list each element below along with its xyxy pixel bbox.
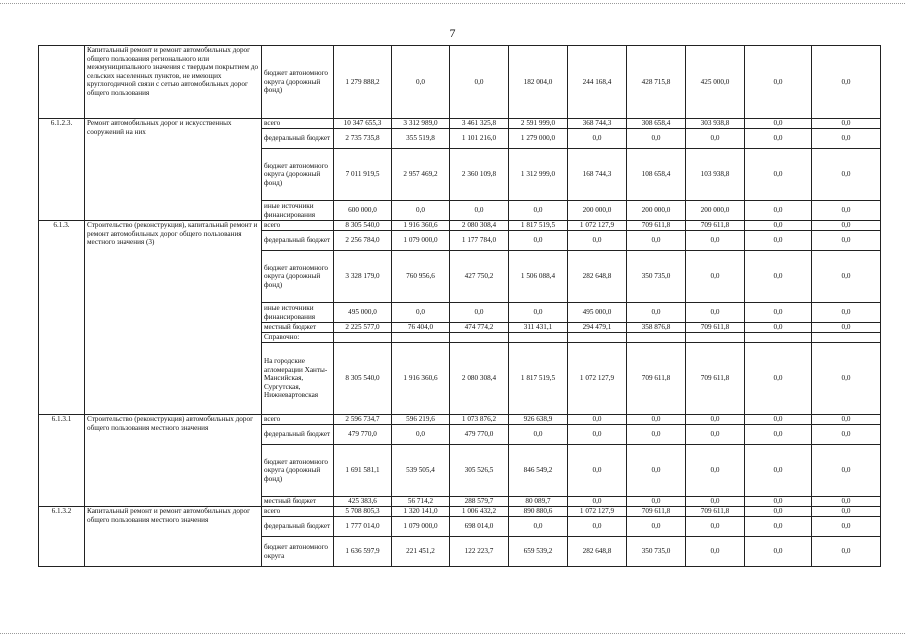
amount-cell: 0,0 [812,46,881,119]
amount-cell: 56 714,2 [392,497,450,507]
amount-cell: 0,0 [450,303,509,323]
amount-cell: 709 611,8 [627,343,686,415]
amount-cell: 0,0 [745,303,812,323]
table-row [39,119,881,129]
funding-source: местный бюджет [262,323,334,333]
amount-cell: 1 006 432,2 [450,507,509,517]
row-code: 6.1.3. [39,221,85,415]
amount-cell: 0,0 [568,497,627,507]
amount-cell: 2 080 308,4 [450,343,509,415]
amount-cell: 0,0 [812,303,881,323]
amount-cell: 926 638,9 [509,415,568,425]
amount-cell [509,333,568,343]
amount-cell: 0,0 [627,415,686,425]
amount-cell: 0,0 [568,445,627,497]
amount-cell: 0,0 [686,251,745,303]
amount-cell: 2 596 734,7 [334,415,392,425]
amount-cell: 0,0 [745,46,812,119]
amount-cell: 1 320 141,0 [392,507,450,517]
amount-cell: 122 223,7 [450,537,509,567]
amount-cell: 0,0 [745,129,812,149]
amount-cell: 709 611,8 [686,343,745,415]
amount-cell: 1 079 000,0 [392,517,450,537]
funding-source: федеральный бюджет [262,231,334,251]
amount-cell: 103 938,8 [686,149,745,201]
amount-cell: 479 770,0 [450,425,509,445]
amount-cell: 0,0 [745,425,812,445]
amount-cell: 0,0 [745,201,812,221]
row-description: Строительство (реконструкция) автомобильных дорог общего пользования местного значения [85,415,262,507]
table-row [39,415,881,425]
amount-cell: 1 691 581,1 [334,445,392,497]
amount-cell: 0,0 [686,517,745,537]
amount-cell: 182 004,0 [509,46,568,119]
amount-cell: 0,0 [686,303,745,323]
amount-cell: 0,0 [686,425,745,445]
amount-cell: 2 957 469,2 [392,149,450,201]
amount-cell: 600 000,0 [334,201,392,221]
amount-cell: 0,0 [568,231,627,251]
amount-cell [334,333,392,343]
amount-cell: 0,0 [745,119,812,129]
row-description: Капитальный ремонт и ремонт автомобильных дорог общего пользования местного значения [85,507,262,567]
amount-cell: 2 360 109,8 [450,149,509,201]
funding-source: федеральный бюджет [262,129,334,149]
amount-cell: 1 279 000,0 [509,129,568,149]
amount-cell: 0,0 [686,537,745,567]
amount-cell: 0,0 [745,323,812,333]
amount-cell [745,333,812,343]
amount-cell: 0,0 [450,46,509,119]
amount-cell: 1 072 127,9 [568,221,627,231]
amount-cell: 428 715,8 [627,46,686,119]
funding-source: иные источники финансирования [262,201,334,221]
amount-cell: 282 648,8 [568,251,627,303]
amount-cell: 425 000,0 [686,46,745,119]
amount-cell: 495 000,0 [568,303,627,323]
amount-cell: 709 611,8 [686,507,745,517]
amount-cell: 1 072 127,9 [568,507,627,517]
row-code: 6.1.2.3. [39,119,85,221]
amount-cell: 200 000,0 [568,201,627,221]
amount-cell: 8 305 540,0 [334,221,392,231]
amount-cell: 1 279 888,2 [334,46,392,119]
amount-cell [627,333,686,343]
amount-cell: 539 505,4 [392,445,450,497]
amount-cell: 355 519,8 [392,129,450,149]
amount-cell [812,333,881,343]
amount-cell: 0,0 [568,517,627,537]
funding-source: бюджет автономного округа (дорожный фонд) [262,445,334,497]
amount-cell: 474 774,2 [450,323,509,333]
amount-cell: 0,0 [812,537,881,567]
amount-cell: 709 611,8 [686,323,745,333]
amount-cell: 0,0 [745,149,812,201]
amount-cell: 350 735,0 [627,537,686,567]
amount-cell: 1 072 127,9 [568,343,627,415]
amount-cell [450,333,509,343]
amount-cell: 2 735 735,8 [334,129,392,149]
amount-cell: 2 591 999,0 [509,119,568,129]
amount-cell: 282 648,8 [568,537,627,567]
amount-cell [686,333,745,343]
amount-cell: 0,0 [745,251,812,303]
amount-cell: 0,0 [509,231,568,251]
amount-cell: 1 916 360,6 [392,221,450,231]
amount-cell: 0,0 [812,221,881,231]
amount-cell: 0,0 [812,201,881,221]
amount-cell: 2 256 784,0 [334,231,392,251]
amount-cell: 0,0 [745,231,812,251]
amount-cell: 0,0 [627,231,686,251]
amount-cell: 0,0 [568,129,627,149]
amount-cell: 350 735,0 [627,251,686,303]
funding-source: всего [262,221,334,231]
amount-cell: 0,0 [745,537,812,567]
amount-cell: 0,0 [627,517,686,537]
amount-cell: 495 000,0 [334,303,392,323]
amount-cell: 108 658,4 [627,149,686,201]
amount-cell: 709 611,8 [627,221,686,231]
amount-cell: 0,0 [509,201,568,221]
amount-cell: 1 312 999,0 [509,149,568,201]
amount-cell [392,333,450,343]
amount-cell: 1 073 876,2 [450,415,509,425]
amount-cell: 368 744,3 [568,119,627,129]
row-code: 6.1.3.1 [39,415,85,507]
amount-cell: 0,0 [686,497,745,507]
amount-cell: 294 479,1 [568,323,627,333]
row-description: Ремонт автомобильных дорог и искусственных сооружений на них [85,119,262,221]
funding-source: всего [262,415,334,425]
amount-cell: 1 079 000,0 [392,231,450,251]
amount-cell: 0,0 [509,517,568,537]
amount-cell: 311 431,1 [509,323,568,333]
table-row [39,46,881,119]
table-row [39,221,881,231]
amount-cell: 0,0 [686,415,745,425]
amount-cell: 890 880,6 [509,507,568,517]
amount-cell: 0,0 [745,445,812,497]
amount-cell: 0,0 [392,303,450,323]
amount-cell: 0,0 [812,323,881,333]
amount-cell: 0,0 [812,517,881,537]
page-number: 7 [449,26,456,40]
funding-source: иные источники финансирования [262,303,334,323]
amount-cell: 0,0 [509,425,568,445]
row-description: Капитальный ремонт и ремонт автомобильных дорог общего пользования регионального или межмуниципального значения с твердым покрытием до сельских населенных пунктов, не имеющих круглогодичной связи с сетью автомобильных дорог общего пользования [85,46,262,119]
funding-source: бюджет автономного округа (дорожный фонд) [262,251,334,303]
amount-cell: 0,0 [745,415,812,425]
amount-cell: 0,0 [745,507,812,517]
amount-cell: 0,0 [392,425,450,445]
funding-source: бюджет автономного округа [262,537,334,567]
amount-cell: 0,0 [812,129,881,149]
amount-cell: 0,0 [812,149,881,201]
table-row [39,507,881,517]
amount-cell: 760 956,6 [392,251,450,303]
amount-cell: 200 000,0 [686,201,745,221]
funding-source: На городские агломерации Ханты-Мансийская, Сургутская, Нижневартовская [262,343,334,415]
amount-cell: 10 347 655,3 [334,119,392,129]
amount-cell: 1 177 784,0 [450,231,509,251]
amount-cell: 0,0 [745,221,812,231]
funding-source: федеральный бюджет [262,517,334,537]
row-description: Строительство (реконструкция), капитальный ремонт и ремонт автомобильных дорог общего пользования местного значения (3) [85,221,262,415]
amount-cell: 358 876,8 [627,323,686,333]
scan-top-edge [0,3,905,4]
amount-cell: 0,0 [745,497,812,507]
amount-cell: 0,0 [627,129,686,149]
amount-cell: 659 539,2 [509,537,568,567]
amount-cell: 288 579,7 [450,497,509,507]
amount-cell: 0,0 [812,507,881,517]
amount-cell: 0,0 [812,425,881,445]
amount-cell: 0,0 [509,303,568,323]
amount-cell: 305 526,5 [450,445,509,497]
amount-cell [568,333,627,343]
amount-cell: 0,0 [392,46,450,119]
amount-cell: 596 219,6 [392,415,450,425]
funding-source: бюджет автономного округа (дорожный фонд) [262,46,334,119]
amount-cell: 479 770,0 [334,425,392,445]
amount-cell: 1 817 519,5 [509,221,568,231]
amount-cell: 0,0 [812,343,881,415]
amount-cell: 244 168,4 [568,46,627,119]
amount-cell: 0,0 [812,251,881,303]
amount-cell: 3 461 325,8 [450,119,509,129]
amount-cell: 0,0 [812,231,881,251]
amount-cell: 0,0 [568,415,627,425]
amount-cell: 200 000,0 [627,201,686,221]
amount-cell: 1 817 519,5 [509,343,568,415]
funding-source: федеральный бюджет [262,425,334,445]
amount-cell: 8 305 540,0 [334,343,392,415]
amount-cell: 308 658,4 [627,119,686,129]
budget-table [38,45,881,567]
amount-cell: 80 089,7 [509,497,568,507]
amount-cell: 698 014,0 [450,517,509,537]
amount-cell: 425 383,6 [334,497,392,507]
row-code: 6.1.3.2 [39,507,85,567]
amount-cell: 0,0 [392,201,450,221]
amount-cell: 0,0 [686,129,745,149]
amount-cell: 5 708 805,3 [334,507,392,517]
funding-source: всего [262,119,334,129]
amount-cell: 427 750,2 [450,251,509,303]
amount-cell: 76 404,0 [392,323,450,333]
funding-source: бюджет автономного округа (дорожный фонд) [262,149,334,201]
amount-cell: 2 080 308,4 [450,221,509,231]
amount-cell: 846 549,2 [509,445,568,497]
amount-cell: 1 777 014,0 [334,517,392,537]
amount-cell: 3 312 989,0 [392,119,450,129]
amount-cell: 0,0 [627,497,686,507]
funding-source: местный бюджет [262,497,334,507]
scan-bottom-edge [0,633,905,634]
amount-cell: 2 225 577,0 [334,323,392,333]
amount-cell: 1 636 597,9 [334,537,392,567]
amount-cell: 0,0 [745,517,812,537]
amount-cell: 221 451,2 [392,537,450,567]
row-code [39,46,85,119]
amount-cell: 303 938,8 [686,119,745,129]
amount-cell: 0,0 [568,425,627,445]
amount-cell: 0,0 [812,119,881,129]
amount-cell: 709 611,8 [627,507,686,517]
amount-cell: 0,0 [627,425,686,445]
amount-cell: 1 101 216,0 [450,129,509,149]
amount-cell: 0,0 [686,231,745,251]
amount-cell: 0,0 [812,445,881,497]
amount-cell: 3 328 179,0 [334,251,392,303]
funding-source: Справочно: [262,333,334,343]
amount-cell: 0,0 [627,303,686,323]
amount-cell: 709 611,8 [686,221,745,231]
funding-source: всего [262,507,334,517]
amount-cell: 1 506 088,4 [509,251,568,303]
amount-cell: 0,0 [745,343,812,415]
amount-cell: 0,0 [627,445,686,497]
amount-cell: 7 011 919,5 [334,149,392,201]
amount-cell: 0,0 [686,445,745,497]
amount-cell: 168 744,3 [568,149,627,201]
amount-cell: 0,0 [812,415,881,425]
amount-cell: 1 916 360,6 [392,343,450,415]
amount-cell: 0,0 [450,201,509,221]
amount-cell: 0,0 [812,497,881,507]
